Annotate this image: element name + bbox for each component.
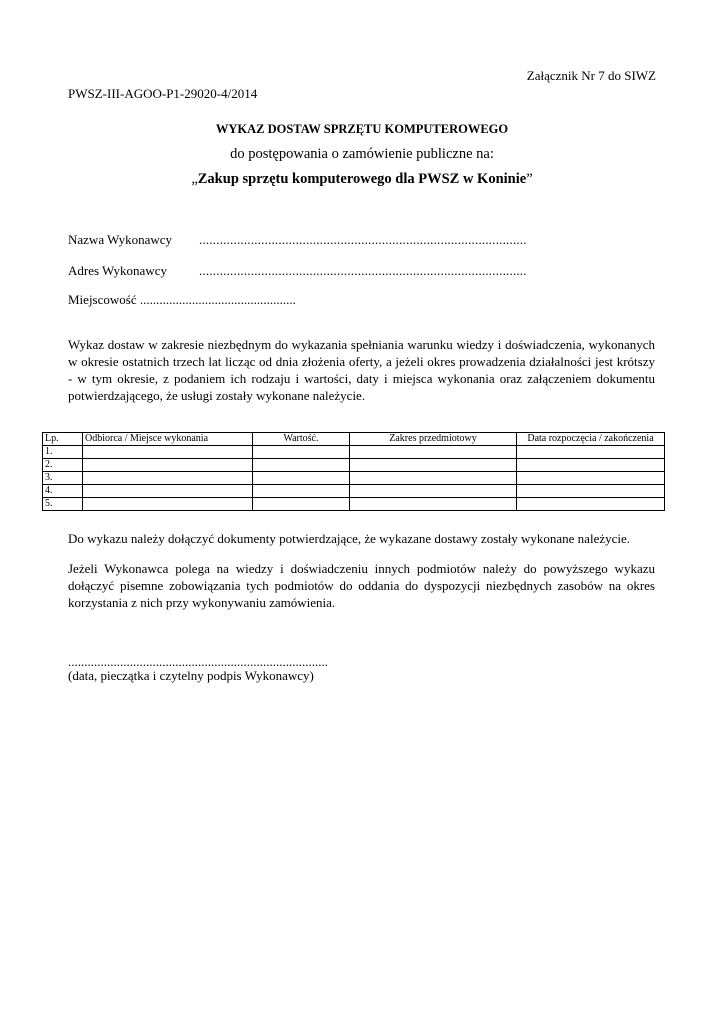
- procurement-subject: [0, 170, 724, 188]
- document-subtitle: do postępowania o zamówienie publiczne na:: [230, 146, 494, 162]
- cell-scope[interactable]: [350, 485, 517, 498]
- intro-paragraph: Wykaz dostaw w zakresie niezbędnym do wykazania spełniania warunku wiedzy i doświadczenia, wykonanych w okresie ostatnich trzech lat licząc od dnia złożenia oferty, a jeżeli okres prowadzenia działalności jest krótszy - w tym okresie, z podaniem ich rodzaju i wartości, daty i miejsca wykonania oraz załączeniem dokumentu potwierdzającego, że usługi zostały wykonane należycie.: [68, 337, 655, 403]
- row-number: 5.: [43, 498, 83, 511]
- header-recipient: Odbiorca / Miejsce wykonania: [83, 433, 253, 446]
- cell-scope[interactable]: [350, 472, 517, 485]
- cell-value[interactable]: [253, 485, 350, 498]
- table-row: [43, 446, 665, 459]
- cell-value[interactable]: [253, 446, 350, 459]
- document-title: WYKAZ DOSTAW SPRZĘTU KOMPUTEROWEGO: [215, 122, 509, 136]
- header-dates: Data rozpoczęcia / zakończenia: [517, 433, 665, 446]
- subject-open-quote: „: [191, 171, 198, 187]
- signature-label: (data, pieczątka i czytelny podpis Wykonawcy): [68, 668, 314, 683]
- contractor-name-field[interactable]: ...............................................................................................: [199, 232, 527, 247]
- cell-recipient[interactable]: [83, 446, 253, 459]
- signature-line[interactable]: ................................................................................: [68, 654, 328, 669]
- row-number: 1.: [43, 446, 83, 459]
- attachment-label: Załącznik Nr 7 do SIWZ: [526, 68, 656, 83]
- cell-dates[interactable]: [517, 472, 665, 485]
- table-row: [43, 459, 665, 472]
- cell-recipient[interactable]: [83, 459, 253, 472]
- subject-text: Zakup sprzętu komputerowego dla PWSZ w Koninie: [197, 171, 527, 187]
- cell-recipient[interactable]: [83, 472, 253, 485]
- cell-recipient[interactable]: [83, 485, 253, 498]
- subject-close-quote: ”: [526, 171, 533, 187]
- reference-number: PWSZ-III-AGOO-P1-29020-4/2014: [68, 86, 258, 101]
- cell-dates[interactable]: [517, 498, 665, 511]
- row-number: 2.: [43, 459, 83, 472]
- header-lp: Lp.: [43, 433, 83, 446]
- row-number: 4.: [43, 485, 83, 498]
- cell-scope[interactable]: [350, 459, 517, 472]
- cell-dates[interactable]: [517, 446, 665, 459]
- cell-dates[interactable]: [517, 459, 665, 472]
- contractor-address-label: Adres Wykonawcy: [68, 263, 167, 278]
- cell-value[interactable]: [253, 459, 350, 472]
- table-row: [43, 472, 665, 485]
- table-row: [43, 498, 665, 511]
- header-value: Wartość.: [253, 433, 350, 446]
- contractor-name-label: Nazwa Wykonawcy: [68, 232, 173, 247]
- cell-scope[interactable]: [350, 446, 517, 459]
- deliveries-table: [42, 432, 665, 511]
- cell-scope[interactable]: [350, 498, 517, 511]
- contractor-address-field[interactable]: ...............................................................................................: [199, 263, 527, 278]
- header-scope: Zakres przedmiotowy: [350, 433, 517, 446]
- cell-dates[interactable]: [517, 485, 665, 498]
- note-third-party: Jeżeli Wykonawca polega na wiedzy i doświadczeniu innych podmiotów należy do powyższego wykazu dołączyć pisemne zobowiązania tych podmiotów do oddania do dyspozycji niezbędnych zasobów na okres korzystania z nich przy wykonywaniu zamówienia.: [68, 561, 655, 610]
- table-header-row: [43, 433, 665, 446]
- cell-value[interactable]: [253, 498, 350, 511]
- row-number: 3.: [43, 472, 83, 485]
- note-documents: Do wykazu należy dołączyć dokumenty potwierdzające, że wykazane dostawy zostały wykonane należycie.: [68, 531, 631, 546]
- cell-recipient[interactable]: [83, 498, 253, 511]
- place-field[interactable]: Miejscowość ................................................: [68, 292, 296, 307]
- table-row: [43, 485, 665, 498]
- cell-value[interactable]: [253, 472, 350, 485]
